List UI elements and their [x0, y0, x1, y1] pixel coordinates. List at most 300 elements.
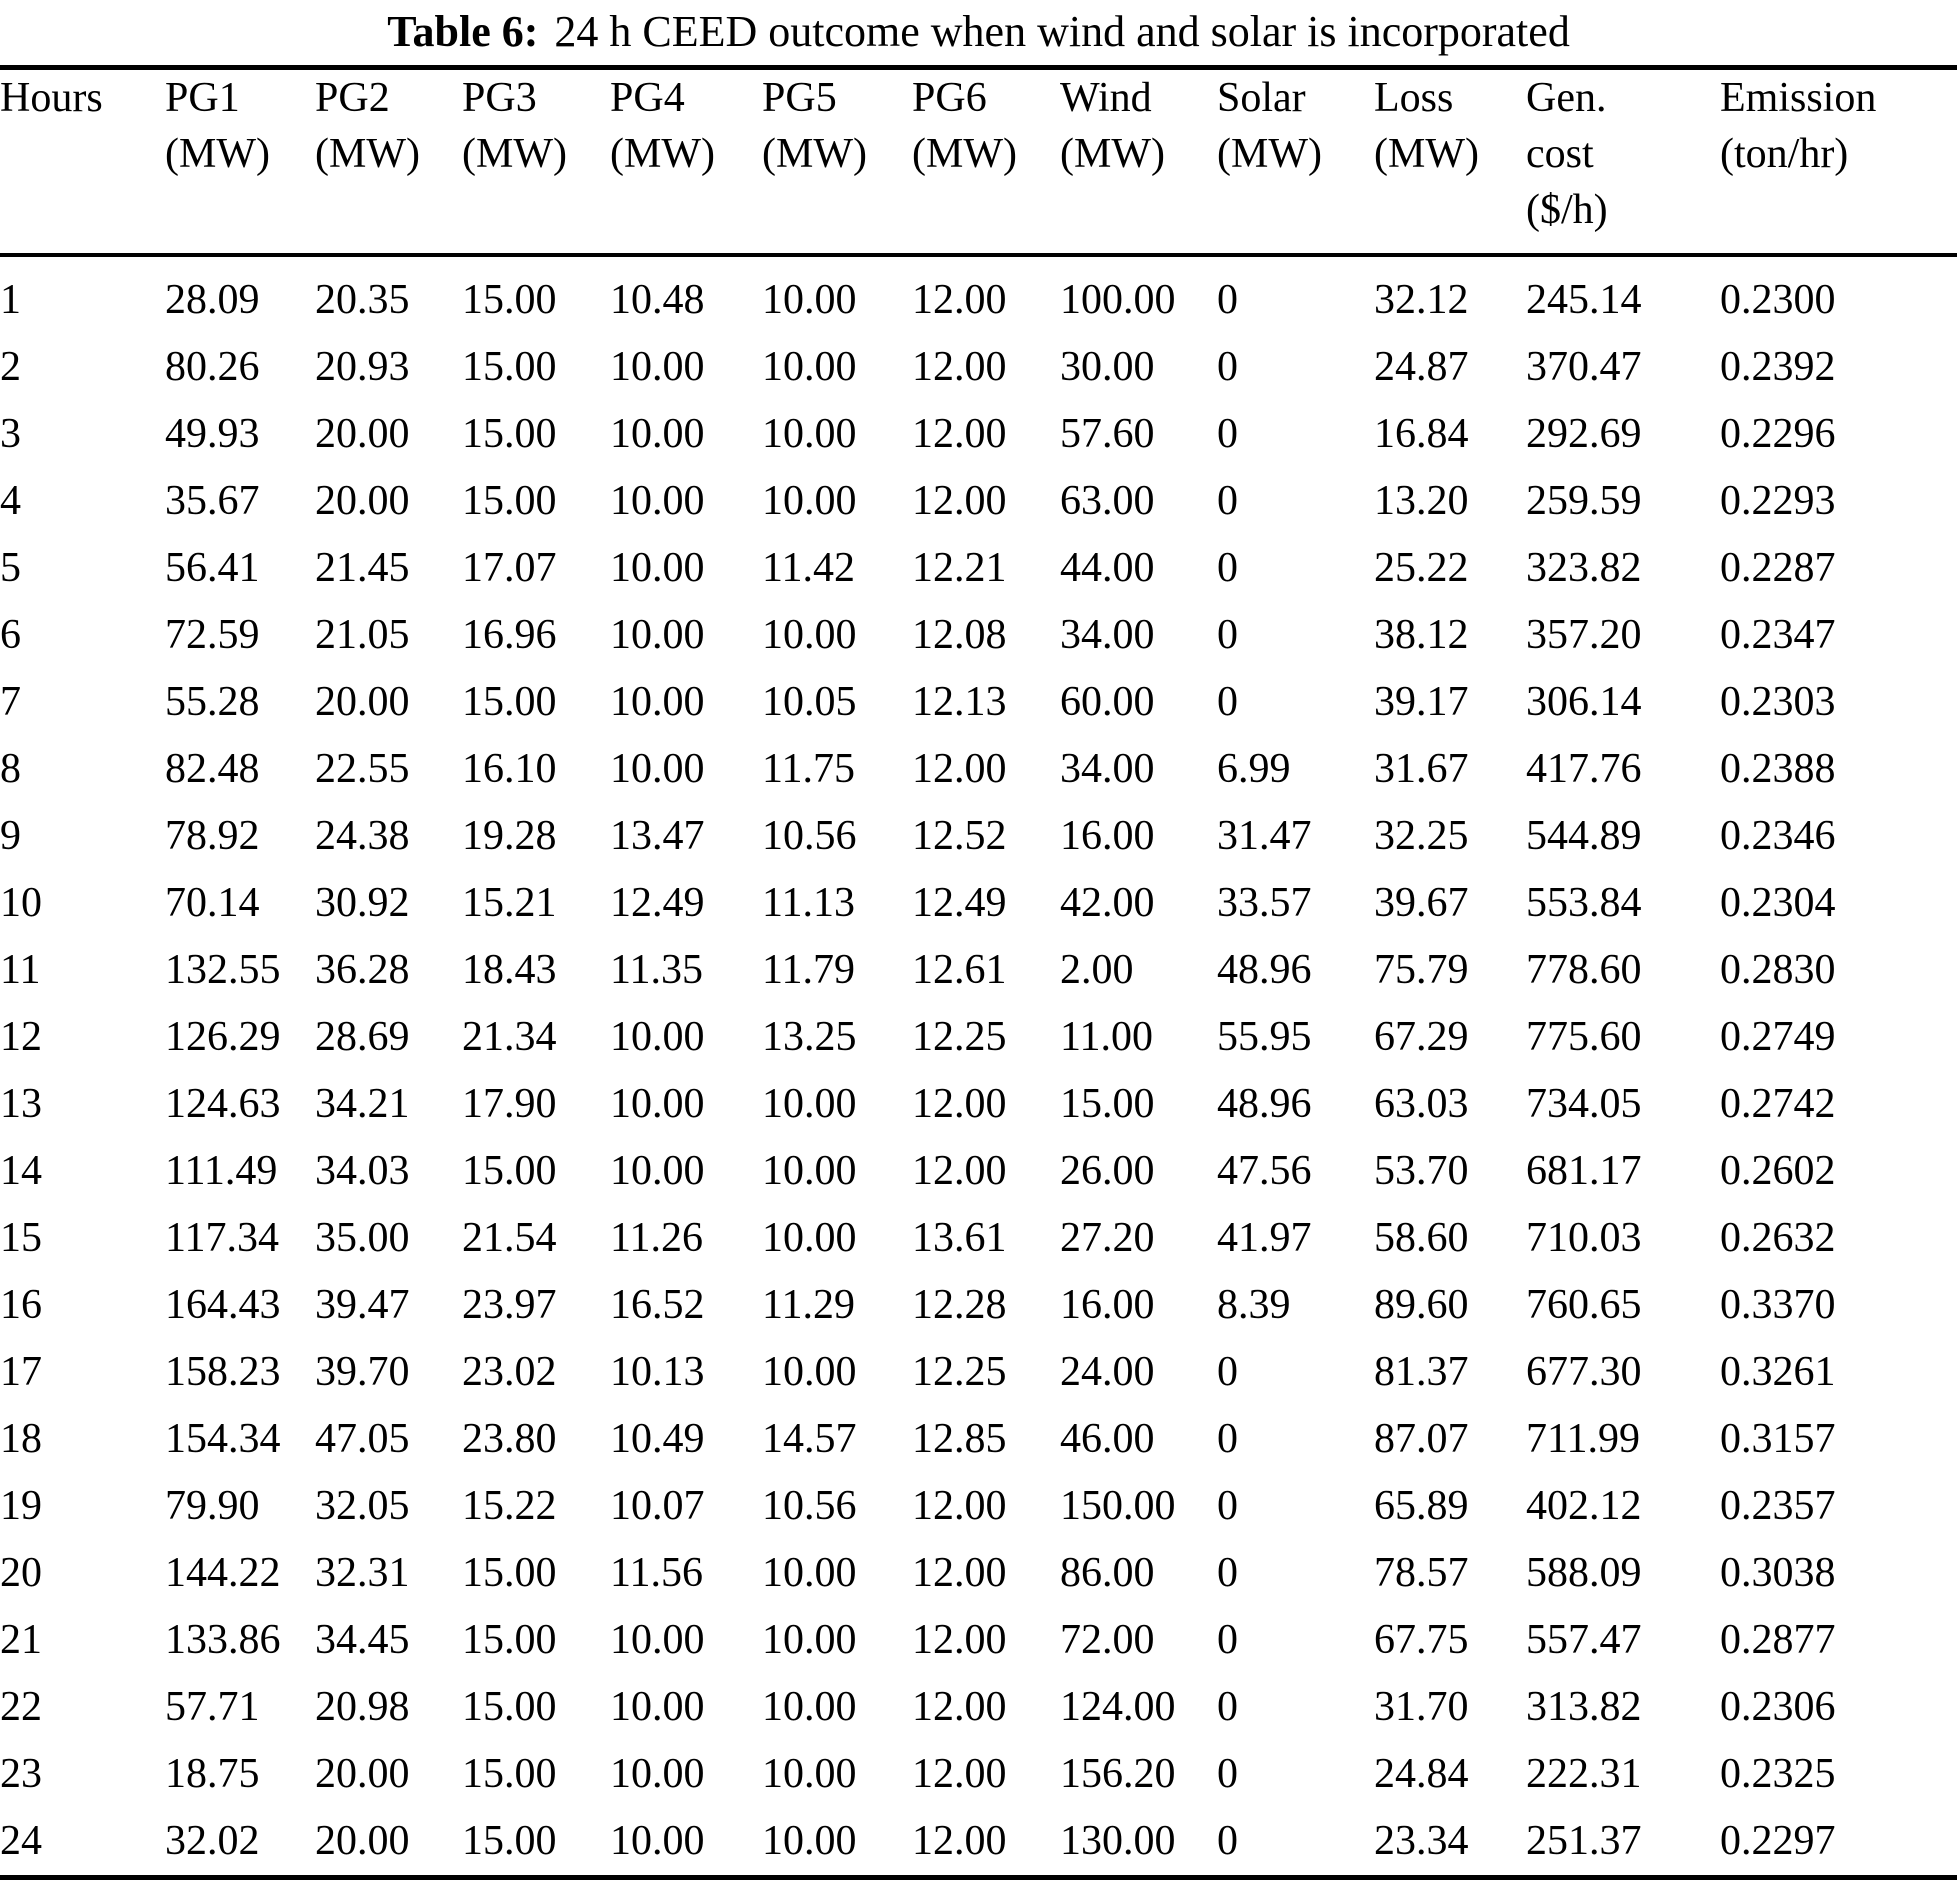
cell-pg2: 34.21	[315, 1080, 410, 1127]
cell-pg4: 10.07	[610, 1482, 705, 1529]
column-header-emission-line: (ton/hr)	[1720, 131, 1849, 177]
cell-pg1: 79.90	[165, 1482, 260, 1529]
cell-pg4: 16.52	[610, 1281, 705, 1328]
cell-solar: 0	[1217, 276, 1238, 323]
cell-hour: 6	[0, 611, 21, 658]
cell-pg3: 15.00	[462, 678, 557, 725]
cell-pg3: 15.00	[462, 276, 557, 323]
cell-solar: 0	[1217, 1482, 1238, 1529]
cell-hour: 20	[0, 1549, 42, 1596]
cell-pg3: 15.00	[462, 1147, 557, 1194]
cell-solar: 0	[1217, 611, 1238, 658]
cell-pg2: 34.03	[315, 1147, 410, 1194]
cell-emission: 0.2392	[1720, 343, 1836, 390]
cell-pg1: 57.71	[165, 1683, 260, 1730]
cell-hour: 10	[0, 879, 42, 926]
cell-loss: 53.70	[1374, 1147, 1469, 1194]
cell-pg4: 10.00	[610, 745, 705, 792]
table-row-hour-4	[0, 468, 1957, 535]
cell-loss: 89.60	[1374, 1281, 1469, 1328]
cell-emission: 0.3261	[1720, 1348, 1836, 1395]
column-header-loss-line: Loss	[1374, 75, 1454, 121]
cell-emission: 0.2303	[1720, 678, 1836, 725]
cell-pg3: 23.97	[462, 1281, 557, 1328]
column-header-pg5-line: PG5	[762, 75, 837, 121]
cell-gen-cost: 323.82	[1526, 544, 1642, 591]
cell-pg2: 20.93	[315, 343, 410, 390]
cell-loss: 32.25	[1374, 812, 1469, 859]
cell-pg3: 17.07	[462, 544, 557, 591]
cell-emission: 0.2346	[1720, 812, 1836, 859]
cell-hour: 9	[0, 812, 21, 859]
cell-gen-cost: 292.69	[1526, 410, 1642, 457]
cell-pg5: 10.05	[762, 678, 857, 725]
table-row-hour-3	[0, 401, 1957, 468]
cell-gen-cost: 778.60	[1526, 946, 1642, 993]
cell-gen-cost: 259.59	[1526, 477, 1642, 524]
table-row-hour-19	[0, 1473, 1957, 1540]
cell-loss: 67.75	[1374, 1616, 1469, 1663]
cell-pg2: 36.28	[315, 946, 410, 993]
cell-pg3: 23.80	[462, 1415, 557, 1462]
cell-wind: 124.00	[1060, 1683, 1176, 1730]
cell-pg2: 39.47	[315, 1281, 410, 1328]
cell-emission: 0.2297	[1720, 1817, 1836, 1864]
cell-pg5: 10.00	[762, 1683, 857, 1730]
cell-pg6: 12.52	[912, 812, 1007, 859]
column-header-emission-line: Emission	[1720, 75, 1877, 121]
cell-pg6: 12.61	[912, 946, 1007, 993]
cell-gen-cost: 402.12	[1526, 1482, 1642, 1529]
cell-pg6: 12.00	[912, 410, 1007, 457]
table-caption	[0, 0, 1957, 65]
cell-pg2: 35.00	[315, 1214, 410, 1261]
cell-pg2: 20.98	[315, 1683, 410, 1730]
cell-pg5: 13.25	[762, 1013, 857, 1060]
cell-wind: 44.00	[1060, 544, 1155, 591]
cell-gen-cost: 553.84	[1526, 879, 1642, 926]
cell-wind: 16.00	[1060, 812, 1155, 859]
cell-gen-cost: 775.60	[1526, 1013, 1642, 1060]
cell-emission: 0.2347	[1720, 611, 1836, 658]
cell-loss: 65.89	[1374, 1482, 1469, 1529]
cell-wind: 27.20	[1060, 1214, 1155, 1261]
column-header-pg6-line: (MW)	[912, 131, 1017, 177]
cell-pg4: 11.35	[610, 946, 703, 993]
cell-emission: 0.2325	[1720, 1750, 1836, 1797]
table-row-hour-12	[0, 1004, 1957, 1071]
cell-pg4: 10.00	[610, 1147, 705, 1194]
column-header-pg6-line: PG6	[912, 75, 987, 121]
cell-pg5: 10.00	[762, 611, 857, 658]
cell-pg2: 30.92	[315, 879, 410, 926]
column-header-pg1-line: PG1	[165, 75, 240, 121]
column-header-gen-cost-line: ($/h)	[1526, 187, 1608, 233]
cell-pg3: 19.28	[462, 812, 557, 859]
cell-pg3: 15.00	[462, 1750, 557, 1797]
cell-loss: 38.12	[1374, 611, 1469, 658]
cell-pg5: 10.00	[762, 477, 857, 524]
column-header-solar	[1217, 68, 1374, 255]
cell-pg6: 12.00	[912, 1616, 1007, 1663]
cell-pg3: 23.02	[462, 1348, 557, 1395]
cell-hour: 11	[0, 946, 41, 993]
cell-pg5: 14.57	[762, 1415, 857, 1462]
column-header-solar-line: (MW)	[1217, 131, 1322, 177]
cell-pg1: 82.48	[165, 745, 260, 792]
cell-solar: 8.39	[1217, 1281, 1291, 1328]
cell-pg5: 10.56	[762, 1482, 857, 1529]
cell-pg1: 164.43	[165, 1281, 281, 1328]
cell-wind: 26.00	[1060, 1147, 1155, 1194]
column-header-pg3	[462, 68, 610, 255]
column-header-pg4-line: (MW)	[610, 131, 715, 177]
cell-pg6: 12.00	[912, 343, 1007, 390]
cell-loss: 67.29	[1374, 1013, 1469, 1060]
cell-emission: 0.3370	[1720, 1281, 1836, 1328]
cell-pg6: 12.00	[912, 1683, 1007, 1730]
cell-pg3: 15.00	[462, 1549, 557, 1596]
cell-pg1: 117.34	[165, 1214, 279, 1261]
cell-hour: 17	[0, 1348, 42, 1395]
cell-solar: 0	[1217, 477, 1238, 524]
cell-pg2: 20.35	[315, 276, 410, 323]
table-row-hour-21	[0, 1607, 1957, 1674]
cell-loss: 78.57	[1374, 1549, 1469, 1596]
cell-loss: 24.84	[1374, 1750, 1469, 1797]
cell-pg1: 154.34	[165, 1415, 281, 1462]
cell-pg3: 15.00	[462, 1616, 557, 1663]
cell-pg1: 158.23	[165, 1348, 281, 1395]
cell-loss: 16.84	[1374, 410, 1469, 457]
cell-loss: 87.07	[1374, 1415, 1469, 1462]
cell-wind: 130.00	[1060, 1817, 1176, 1864]
cell-hour: 22	[0, 1683, 42, 1730]
cell-pg2: 28.69	[315, 1013, 410, 1060]
cell-gen-cost: 588.09	[1526, 1549, 1642, 1596]
cell-emission: 0.2306	[1720, 1683, 1836, 1730]
cell-wind: 72.00	[1060, 1616, 1155, 1663]
cell-solar: 0	[1217, 343, 1238, 390]
cell-emission: 0.3038	[1720, 1549, 1836, 1596]
cell-pg4: 10.00	[610, 1013, 705, 1060]
cell-loss: 81.37	[1374, 1348, 1469, 1395]
cell-pg1: 70.14	[165, 879, 260, 926]
cell-wind: 57.60	[1060, 410, 1155, 457]
cell-hour: 8	[0, 745, 21, 792]
table-row-hour-13	[0, 1071, 1957, 1138]
cell-pg5: 10.00	[762, 1549, 857, 1596]
cell-emission: 0.2830	[1720, 946, 1836, 993]
cell-hour: 13	[0, 1080, 42, 1127]
cell-wind: 11.00	[1060, 1013, 1153, 1060]
cell-gen-cost: 734.05	[1526, 1080, 1642, 1127]
cell-loss: 31.67	[1374, 745, 1469, 792]
column-header-pg6	[912, 68, 1060, 255]
cell-emission: 0.2304	[1720, 879, 1836, 926]
table-row-hour-18	[0, 1406, 1957, 1473]
cell-loss: 63.03	[1374, 1080, 1469, 1127]
table-row-hour-1	[0, 255, 1957, 334]
column-header-pg5	[762, 68, 912, 255]
cell-pg2: 22.55	[315, 745, 410, 792]
cell-pg1: 80.26	[165, 343, 260, 390]
table-row-hour-5	[0, 535, 1957, 602]
column-header-pg3-line: PG3	[462, 75, 537, 121]
column-header-pg3-line: (MW)	[462, 131, 567, 177]
cell-wind: 34.00	[1060, 745, 1155, 792]
cell-loss: 58.60	[1374, 1214, 1469, 1261]
cell-pg1: 124.63	[165, 1080, 281, 1127]
cell-pg2: 20.00	[315, 1817, 410, 1864]
cell-hour: 4	[0, 477, 21, 524]
cell-solar: 55.95	[1217, 1013, 1312, 1060]
cell-pg5: 10.00	[762, 1147, 857, 1194]
cell-gen-cost: 760.65	[1526, 1281, 1642, 1328]
cell-pg5: 10.00	[762, 1080, 857, 1127]
column-header-pg1	[165, 68, 315, 255]
cell-wind: 156.20	[1060, 1750, 1176, 1797]
cell-pg4: 10.00	[610, 1080, 705, 1127]
table-row-hour-7	[0, 669, 1957, 736]
cell-pg5: 10.00	[762, 1817, 857, 1864]
table-row-hour-17	[0, 1339, 1957, 1406]
column-header-wind-line: (MW)	[1060, 131, 1165, 177]
cell-solar: 0	[1217, 410, 1238, 457]
column-header-gen-cost-line: Gen.	[1526, 75, 1607, 121]
cell-pg1: 144.22	[165, 1549, 281, 1596]
cell-pg4: 10.00	[610, 410, 705, 457]
cell-pg4: 10.00	[610, 1817, 705, 1864]
cell-pg2: 20.00	[315, 410, 410, 457]
cell-gen-cost: 245.14	[1526, 276, 1642, 323]
cell-gen-cost: 681.17	[1526, 1147, 1642, 1194]
cell-pg2: 21.45	[315, 544, 410, 591]
cell-pg4: 10.13	[610, 1348, 705, 1395]
cell-pg6: 12.00	[912, 276, 1007, 323]
cell-pg5: 10.00	[762, 1348, 857, 1395]
ceed-results-table	[0, 65, 1957, 1880]
cell-pg3: 15.00	[462, 410, 557, 457]
cell-pg4: 10.00	[610, 678, 705, 725]
column-header-gen-cost	[1526, 68, 1720, 255]
cell-pg5: 10.00	[762, 343, 857, 390]
cell-wind: 150.00	[1060, 1482, 1176, 1529]
column-header-loss-line: (MW)	[1374, 131, 1479, 177]
cell-pg6: 13.61	[912, 1214, 1007, 1261]
table-row-hour-24	[0, 1808, 1957, 1878]
table-row-hour-14	[0, 1138, 1957, 1205]
cell-pg2: 20.00	[315, 678, 410, 725]
cell-solar: 0	[1217, 1750, 1238, 1797]
cell-hour: 3	[0, 410, 21, 457]
cell-gen-cost: 370.47	[1526, 343, 1642, 390]
cell-hour: 21	[0, 1616, 42, 1663]
cell-pg4: 10.00	[610, 477, 705, 524]
cell-loss: 32.12	[1374, 276, 1469, 323]
cell-gen-cost: 557.47	[1526, 1616, 1642, 1663]
cell-pg3: 15.00	[462, 1683, 557, 1730]
table-caption-text: 24 h CEED outcome when wind and solar is incorporated	[554, 7, 1570, 56]
cell-pg5: 11.75	[762, 745, 855, 792]
cell-pg2: 21.05	[315, 611, 410, 658]
cell-pg1: 28.09	[165, 276, 260, 323]
cell-emission: 0.2602	[1720, 1147, 1836, 1194]
cell-pg3: 15.00	[462, 1817, 557, 1864]
cell-pg1: 18.75	[165, 1750, 260, 1797]
cell-pg2: 20.00	[315, 477, 410, 524]
cell-hour: 15	[0, 1214, 42, 1261]
cell-pg4: 13.47	[610, 812, 705, 859]
cell-gen-cost: 711.99	[1526, 1415, 1640, 1462]
cell-pg2: 47.05	[315, 1415, 410, 1462]
cell-pg2: 24.38	[315, 812, 410, 859]
cell-pg4: 10.00	[610, 343, 705, 390]
cell-pg1: 55.28	[165, 678, 260, 725]
cell-pg1: 49.93	[165, 410, 260, 457]
cell-hour: 14	[0, 1147, 42, 1194]
cell-hour: 23	[0, 1750, 42, 1797]
column-header-loss	[1374, 68, 1526, 255]
column-header-pg2-line: (MW)	[315, 131, 420, 177]
cell-pg6: 12.00	[912, 477, 1007, 524]
cell-hour: 1	[0, 276, 21, 323]
cell-emission: 0.2877	[1720, 1616, 1836, 1663]
cell-pg6: 12.28	[912, 1281, 1007, 1328]
cell-pg5: 10.00	[762, 410, 857, 457]
cell-pg5: 10.00	[762, 1750, 857, 1797]
cell-pg3: 15.00	[462, 477, 557, 524]
column-header-solar-line: Solar	[1217, 75, 1306, 121]
cell-hour: 12	[0, 1013, 42, 1060]
column-header-pg4	[610, 68, 762, 255]
cell-solar: 0	[1217, 1616, 1238, 1663]
cell-loss: 23.34	[1374, 1817, 1469, 1864]
cell-gen-cost: 544.89	[1526, 812, 1642, 859]
column-header-wind	[1060, 68, 1217, 255]
cell-wind: 30.00	[1060, 343, 1155, 390]
cell-emission: 0.2296	[1720, 410, 1836, 457]
table-row-hour-9	[0, 803, 1957, 870]
column-header-pg2	[315, 68, 462, 255]
cell-solar: 47.56	[1217, 1147, 1312, 1194]
cell-emission: 0.2388	[1720, 745, 1836, 792]
cell-pg6: 12.00	[912, 1482, 1007, 1529]
cell-wind: 16.00	[1060, 1281, 1155, 1328]
table-row-hour-15	[0, 1205, 1957, 1272]
cell-solar: 0	[1217, 1549, 1238, 1596]
cell-solar: 48.96	[1217, 1080, 1312, 1127]
cell-pg6: 12.08	[912, 611, 1007, 658]
cell-pg5: 11.42	[762, 544, 855, 591]
cell-emission: 0.3157	[1720, 1415, 1836, 1462]
cell-pg4: 12.49	[610, 879, 705, 926]
table-row-hour-11	[0, 937, 1957, 1004]
cell-pg6: 12.85	[912, 1415, 1007, 1462]
cell-wind: 100.00	[1060, 276, 1176, 323]
table-row-hour-22	[0, 1674, 1957, 1741]
cell-emission: 0.2632	[1720, 1214, 1836, 1261]
cell-gen-cost: 251.37	[1526, 1817, 1642, 1864]
table-header-row	[0, 68, 1957, 255]
cell-pg3: 15.21	[462, 879, 557, 926]
cell-pg1: 35.67	[165, 477, 260, 524]
cell-pg4: 10.00	[610, 544, 705, 591]
cell-pg6: 12.13	[912, 678, 1007, 725]
cell-hour: 19	[0, 1482, 42, 1529]
cell-loss: 25.22	[1374, 544, 1469, 591]
table-row-hour-20	[0, 1540, 1957, 1607]
cell-loss: 13.20	[1374, 477, 1469, 524]
cell-wind: 15.00	[1060, 1080, 1155, 1127]
cell-loss: 31.70	[1374, 1683, 1469, 1730]
cell-emission: 0.2293	[1720, 477, 1836, 524]
table-row-hour-6	[0, 602, 1957, 669]
cell-pg4: 10.48	[610, 276, 705, 323]
cell-pg6: 12.00	[912, 1549, 1007, 1596]
cell-pg5: 11.79	[762, 946, 855, 993]
cell-loss: 24.87	[1374, 343, 1469, 390]
cell-emission: 0.2357	[1720, 1482, 1836, 1529]
cell-solar: 0	[1217, 678, 1238, 725]
cell-hour: 16	[0, 1281, 42, 1328]
cell-emission: 0.2287	[1720, 544, 1836, 591]
cell-pg3: 17.90	[462, 1080, 557, 1127]
cell-solar: 31.47	[1217, 812, 1312, 859]
cell-pg5: 10.00	[762, 1214, 857, 1261]
cell-loss: 75.79	[1374, 946, 1469, 993]
cell-pg5: 11.29	[762, 1281, 855, 1328]
cell-gen-cost: 677.30	[1526, 1348, 1642, 1395]
cell-gen-cost: 417.76	[1526, 745, 1642, 792]
table-row-hour-23	[0, 1741, 1957, 1808]
cell-solar: 0	[1217, 1683, 1238, 1730]
cell-solar: 33.57	[1217, 879, 1312, 926]
cell-solar: 0	[1217, 544, 1238, 591]
cell-pg4: 10.49	[610, 1415, 705, 1462]
cell-pg1: 126.29	[165, 1013, 281, 1060]
cell-solar: 6.99	[1217, 745, 1291, 792]
column-header-pg5-line: (MW)	[762, 131, 867, 177]
column-header-hours-line: Hours	[0, 75, 103, 121]
cell-solar: 48.96	[1217, 946, 1312, 993]
cell-wind: 34.00	[1060, 611, 1155, 658]
cell-pg1: 56.41	[165, 544, 260, 591]
cell-emission: 0.2749	[1720, 1013, 1836, 1060]
column-header-hours	[0, 68, 165, 255]
cell-solar: 0	[1217, 1415, 1238, 1462]
cell-pg4: 11.26	[610, 1214, 703, 1261]
cell-emission: 0.2300	[1720, 276, 1836, 323]
cell-pg2: 20.00	[315, 1750, 410, 1797]
cell-pg3: 21.54	[462, 1214, 557, 1261]
cell-pg1: 72.59	[165, 611, 260, 658]
column-header-emission	[1720, 68, 1957, 255]
cell-pg1: 78.92	[165, 812, 260, 859]
cell-solar: 0	[1217, 1817, 1238, 1864]
cell-pg2: 39.70	[315, 1348, 410, 1395]
cell-wind: 60.00	[1060, 678, 1155, 725]
cell-pg3: 21.34	[462, 1013, 557, 1060]
cell-pg6: 12.49	[912, 879, 1007, 926]
cell-wind: 86.00	[1060, 1549, 1155, 1596]
table-row-hour-8	[0, 736, 1957, 803]
column-header-pg2-line: PG2	[315, 75, 390, 121]
cell-pg5: 10.00	[762, 1616, 857, 1663]
cell-pg5: 10.00	[762, 276, 857, 323]
cell-pg6: 12.00	[912, 1750, 1007, 1797]
cell-pg6: 12.25	[912, 1348, 1007, 1395]
